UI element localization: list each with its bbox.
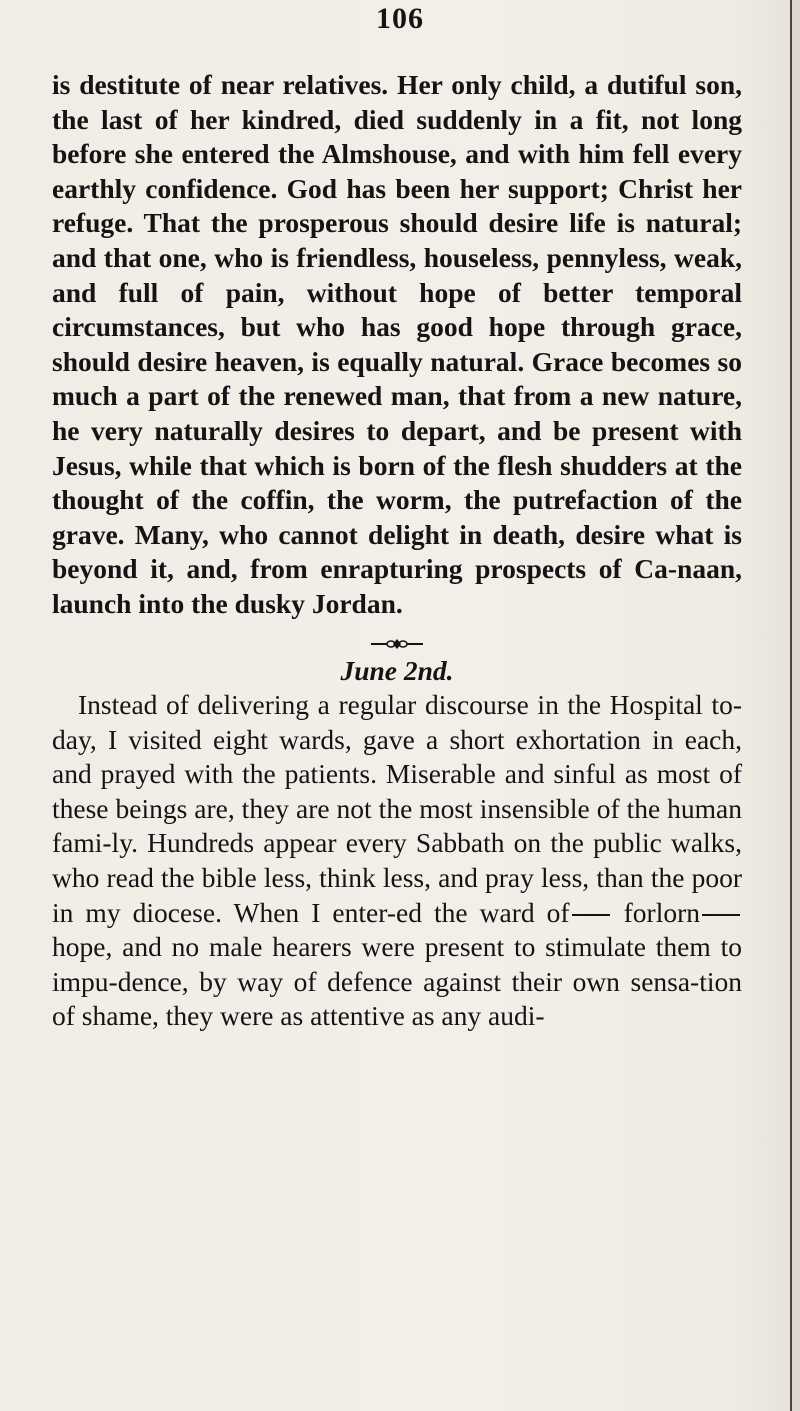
paragraph-hospital — [52, 688, 742, 1034]
page-edge-shadow — [792, 0, 800, 1411]
divider-ornament-icon — [371, 638, 423, 650]
paragraph-almshouse: is destitute of near relatives. Her only child, a dutiful son, the last of her kindred, died suddenly in a fit, not long before she entered the Almshouse, and with him fell every earthly confidence. God has been her support; Christ her refuge. That the prosperous should desire life is natural; and that one, who is friendless, houseless, pennyless, weak, and full of pain, without hope of better temporal circumstances, but who has good hope through grace, should desire heaven, is equally natural. Grace becomes so much a part of the renewed man, that from a new nature, he very naturally desires to depart, and be present with Jesus, while that which is born of the flesh shudders at the thought of the coffin, the worm, the putrefaction of the grave. Many, who cannot delight in death, desire what is beyond it, and, from enrapturing prospects of Ca-naan, launch into the dusky Jordan. — [52, 69, 742, 619]
em-dash — [572, 914, 610, 916]
date-heading: June 2nd. — [340, 654, 454, 686]
section-divider-ornament — [52, 638, 742, 652]
body-text — [52, 68, 742, 1034]
paragraph-hospital-word-forlorn: forlorn — [623, 896, 700, 928]
page-edge-line — [790, 0, 792, 1411]
page-number: 106 — [376, 2, 424, 35]
em-dash — [702, 914, 740, 916]
paragraph-hospital-part-2: hope, and no male hearers were present to stimulate them to impu-dence, by way of defence against their own sensa-tion of shame, they were as attentive as any audi- — [52, 931, 742, 1032]
paragraph-hospital-part-1: Instead of delivering a regular discourse in the Hospital to-day, I visited eight wards, gave a short exhortation in each, and prayed with the patients. Miserable and sinful as most of these beings are, they are not the most insensible of the human fami-ly. Hundreds appear every Sabbath on the public walks, who read the bible less, think less, and pray less, than the poor in my diocese. When I enter-ed the ward of — [52, 689, 742, 928]
